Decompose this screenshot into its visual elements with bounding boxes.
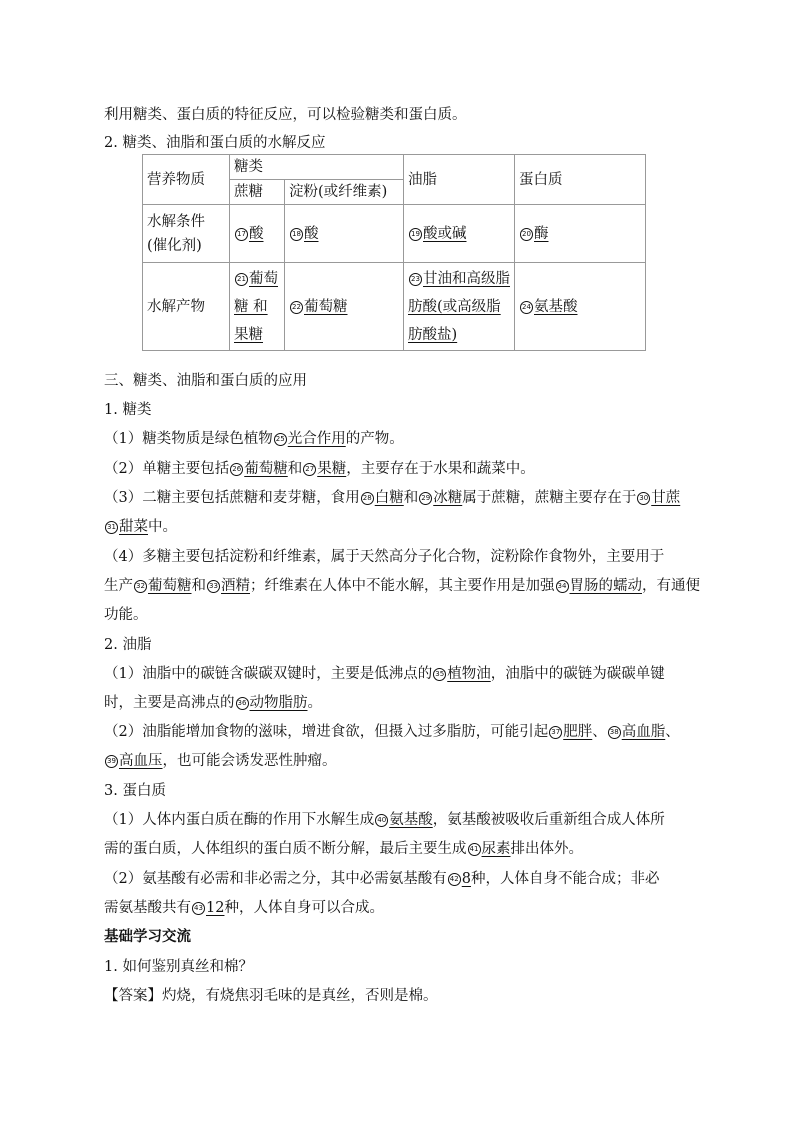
protein-item-2: （2）氨基酸有必需和非必需之分，其中必需氨基酸有 42 8种，人体自身不能合成；非必 [104, 871, 660, 887]
protein-subtitle: 3. 蛋白质 [104, 783, 166, 799]
sugar-item-3: （3）二糖主要包括蔗糖和麦芽糖，食用 28 白糖和 29 冰糖属于蔗糖，蔗糖主要存在于 30 甘蔗 [104, 490, 681, 506]
sugar-item-4: （4）多糖主要包括淀粉和纤维素，属于天然高分子化合物，淀粉除作食物外，主要用于 [104, 549, 665, 565]
header-nutrient: 营养物质 [143, 155, 230, 205]
sugar-item-4-end: 功能。 [104, 607, 148, 623]
sugar-item-1: （1）糖类物质是绿色植物 25 光合作用的产物。 [104, 431, 404, 447]
header-sucrose: 蔗糖 [230, 180, 285, 205]
cell-condition-sucrose: 17 酸 [230, 205, 285, 263]
sugar-item-3-cont: 31 甜菜中。 [104, 516, 724, 538]
cell-condition-starch: 18 酸 [285, 205, 404, 263]
header-starch: 淀粉(或纤维素) [285, 180, 404, 205]
header-protein: 蛋白质 [515, 155, 646, 205]
section-2-title: 2. 糖类、油脂和蛋白质的水解反应 [104, 135, 326, 151]
cell-condition-protein: 20 酶 [515, 205, 646, 263]
row-condition-label: 水解条件(催化剂) [143, 205, 230, 263]
sugar-item-2: （2）单糖主要包括 26 葡萄糖和 27 果糖，主要存在于水果和蔬菜中。 [104, 461, 535, 477]
cell-product-oil: 23 甘油和高级脂肪酸(或高级脂肪酸盐) [404, 263, 515, 351]
row-product-label: 水解产物 [143, 263, 230, 351]
intro-text: 利用糖类、蛋白质的特征反应，可以检验糖类和蛋白质。 [104, 107, 467, 123]
oil-item-1-cont: 时，主要是高沸点的 36 动物脂肪。 [104, 695, 322, 711]
cell-product-protein: 24 氨基酸 [515, 263, 646, 351]
protein-item-2-cont: 需氨基酸共有 43 12种，人体自身可以合成。 [104, 900, 384, 916]
oil-item-2-cont: 39 高血压，也可能会诱发恶性肿瘤。 [104, 750, 724, 772]
answer-1: 【答案】灼烧，有烧焦羽毛味的是真丝，否则是棉。 [104, 988, 438, 1004]
protein-item-1: （1）人体内蛋白质在酶的作用下水解生成 40 氨基酸，氨基酸被吸收后重新组合成人体所 [104, 812, 665, 828]
cell-product-starch: 22 葡萄糖 [285, 263, 404, 351]
question-1: 1. 如何鉴别真丝和棉？ [104, 959, 253, 975]
oil-subtitle: 2. 油脂 [104, 637, 152, 653]
cell-condition-oil: 19 酸或碱 [404, 205, 515, 263]
section-3-title: 三、糖类、油脂和蛋白质的应用 [104, 373, 307, 389]
hydrolysis-table [142, 154, 646, 351]
header-sugar: 糖类 [230, 155, 404, 180]
cell-product-sucrose: 21 葡萄糖 和果糖 [230, 263, 285, 351]
basic-study-title: 基础学习交流 [104, 929, 191, 945]
sugar-item-4-cont: 生产 32 葡萄糖和 33 酒精；纤维素在人体中不能水解，其主要作用是加强 34 胃肠的蠕动，有通便 [104, 578, 700, 594]
protein-item-1-cont: 需的蛋白质，人体组织的蛋白质不断分解，最后主要生成 41 尿素排出体外。 [104, 841, 583, 857]
sugar-subtitle: 1. 糖类 [104, 402, 152, 418]
oil-item-1: （1）油脂中的碳链含碳碳双键时，主要是低沸点的 35 植物油，油脂中的碳链为碳碳单键 [104, 666, 665, 682]
oil-item-2: （2）油脂能增加食物的滋味，增进食欲，但摄入过多脂肪，可能引起 37 肥胖、 38 高血脂、 [104, 724, 680, 740]
header-oil: 油脂 [404, 155, 515, 205]
